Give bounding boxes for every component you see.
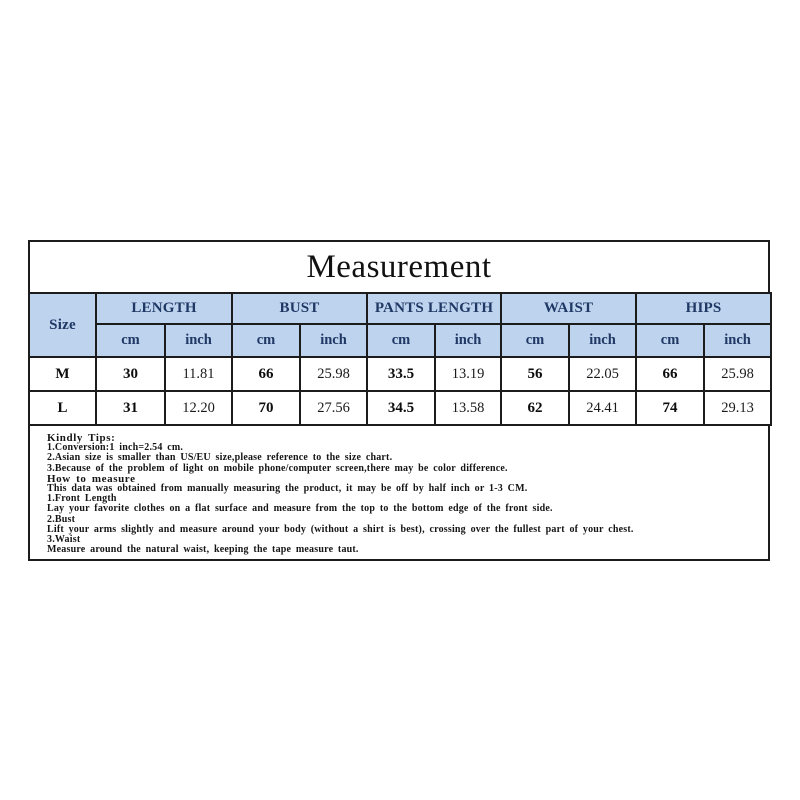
title-section: [28, 240, 770, 292]
how-to-measure-heading: How to measure: [47, 472, 136, 485]
size-label-l: L: [29, 391, 96, 425]
column-group-waist: WAIST: [501, 293, 636, 324]
l-length-cm: 31: [96, 391, 165, 425]
l-waist-inch: 24.41: [569, 391, 636, 425]
front-length-instruction: Lay your favorite clothes on a flat surface and measure from the top to the bottom edge of the front side.: [47, 503, 553, 515]
tip-conversion: 1.Conversion:1 inch=2.54 cm.: [47, 442, 184, 454]
unit-header-bust-inch: inch: [300, 324, 367, 357]
column-group-bust: BUST: [232, 293, 367, 324]
m-bust-inch: 25.98: [300, 357, 367, 391]
unit-header-waist-cm: cm: [501, 324, 569, 357]
table-group-header-row: [29, 293, 771, 324]
unit-header-hips-cm: cm: [636, 324, 704, 357]
m-pants-cm: 33.5: [367, 357, 435, 391]
column-group-hips: HIPS: [636, 293, 771, 324]
size-label-m: M: [29, 357, 96, 391]
unit-header-bust-cm: cm: [232, 324, 300, 357]
tip-color-difference: 3.Because of the problem of light on mobile phone/computer screen,there may be color difference.: [47, 462, 508, 474]
size-table: [28, 292, 772, 426]
unit-header-length-inch: inch: [165, 324, 232, 357]
m-length-cm: 30: [96, 357, 165, 391]
table-row-size-l: [29, 391, 771, 425]
front-length-heading: 1.Front Length: [47, 493, 117, 505]
measure-disclaimer: This data was obtained from manually measuring the product, it may be off by half inch or 1-3 CM.: [47, 483, 528, 495]
column-group-pants-length: PANTS LENGTH: [367, 293, 501, 324]
tips-section: [28, 426, 770, 561]
l-hips-inch: 29.13: [704, 391, 771, 425]
kindly-tips-heading: Kindly Tips:: [47, 432, 116, 444]
measurement-panel: [28, 240, 770, 561]
l-pants-inch: 13.58: [435, 391, 501, 425]
l-hips-cm: 74: [636, 391, 704, 425]
unit-header-pants-cm: cm: [367, 324, 435, 357]
m-hips-inch: 25.98: [704, 357, 771, 391]
unit-header-hips-inch: inch: [704, 324, 771, 357]
column-group-length: LENGTH: [96, 293, 232, 324]
table-unit-header-row: [29, 324, 771, 357]
l-length-inch: 12.20: [165, 391, 232, 425]
waist-instruction: Measure around the natural waist, keeping the tape measure taut.: [47, 544, 359, 556]
m-waist-inch: 22.05: [569, 357, 636, 391]
size-column-header: Size: [29, 293, 96, 357]
bust-heading: 2.Bust: [47, 513, 76, 525]
waist-heading: 3.Waist: [47, 534, 81, 546]
m-length-inch: 11.81: [165, 357, 232, 391]
l-bust-cm: 70: [232, 391, 300, 425]
bust-instruction: Lift your arms slightly and measure around your body (without a shirt is best), crossing over the fullest part of your chest.: [47, 523, 634, 535]
m-pants-inch: 13.19: [435, 357, 501, 391]
l-pants-cm: 34.5: [367, 391, 435, 425]
unit-header-waist-inch: inch: [569, 324, 636, 357]
m-hips-cm: 66: [636, 357, 704, 391]
unit-header-pants-inch: inch: [435, 324, 501, 357]
table-row-size-m: [29, 357, 771, 391]
tip-asian-size: 2.Asian size is smaller than US/EU size,please reference to the size chart.: [47, 452, 393, 464]
page-title: Measurement: [306, 249, 492, 285]
m-waist-cm: 56: [501, 357, 569, 391]
l-waist-cm: 62: [501, 391, 569, 425]
l-bust-inch: 27.56: [300, 391, 367, 425]
m-bust-cm: 66: [232, 357, 300, 391]
unit-header-length-cm: cm: [96, 324, 165, 357]
